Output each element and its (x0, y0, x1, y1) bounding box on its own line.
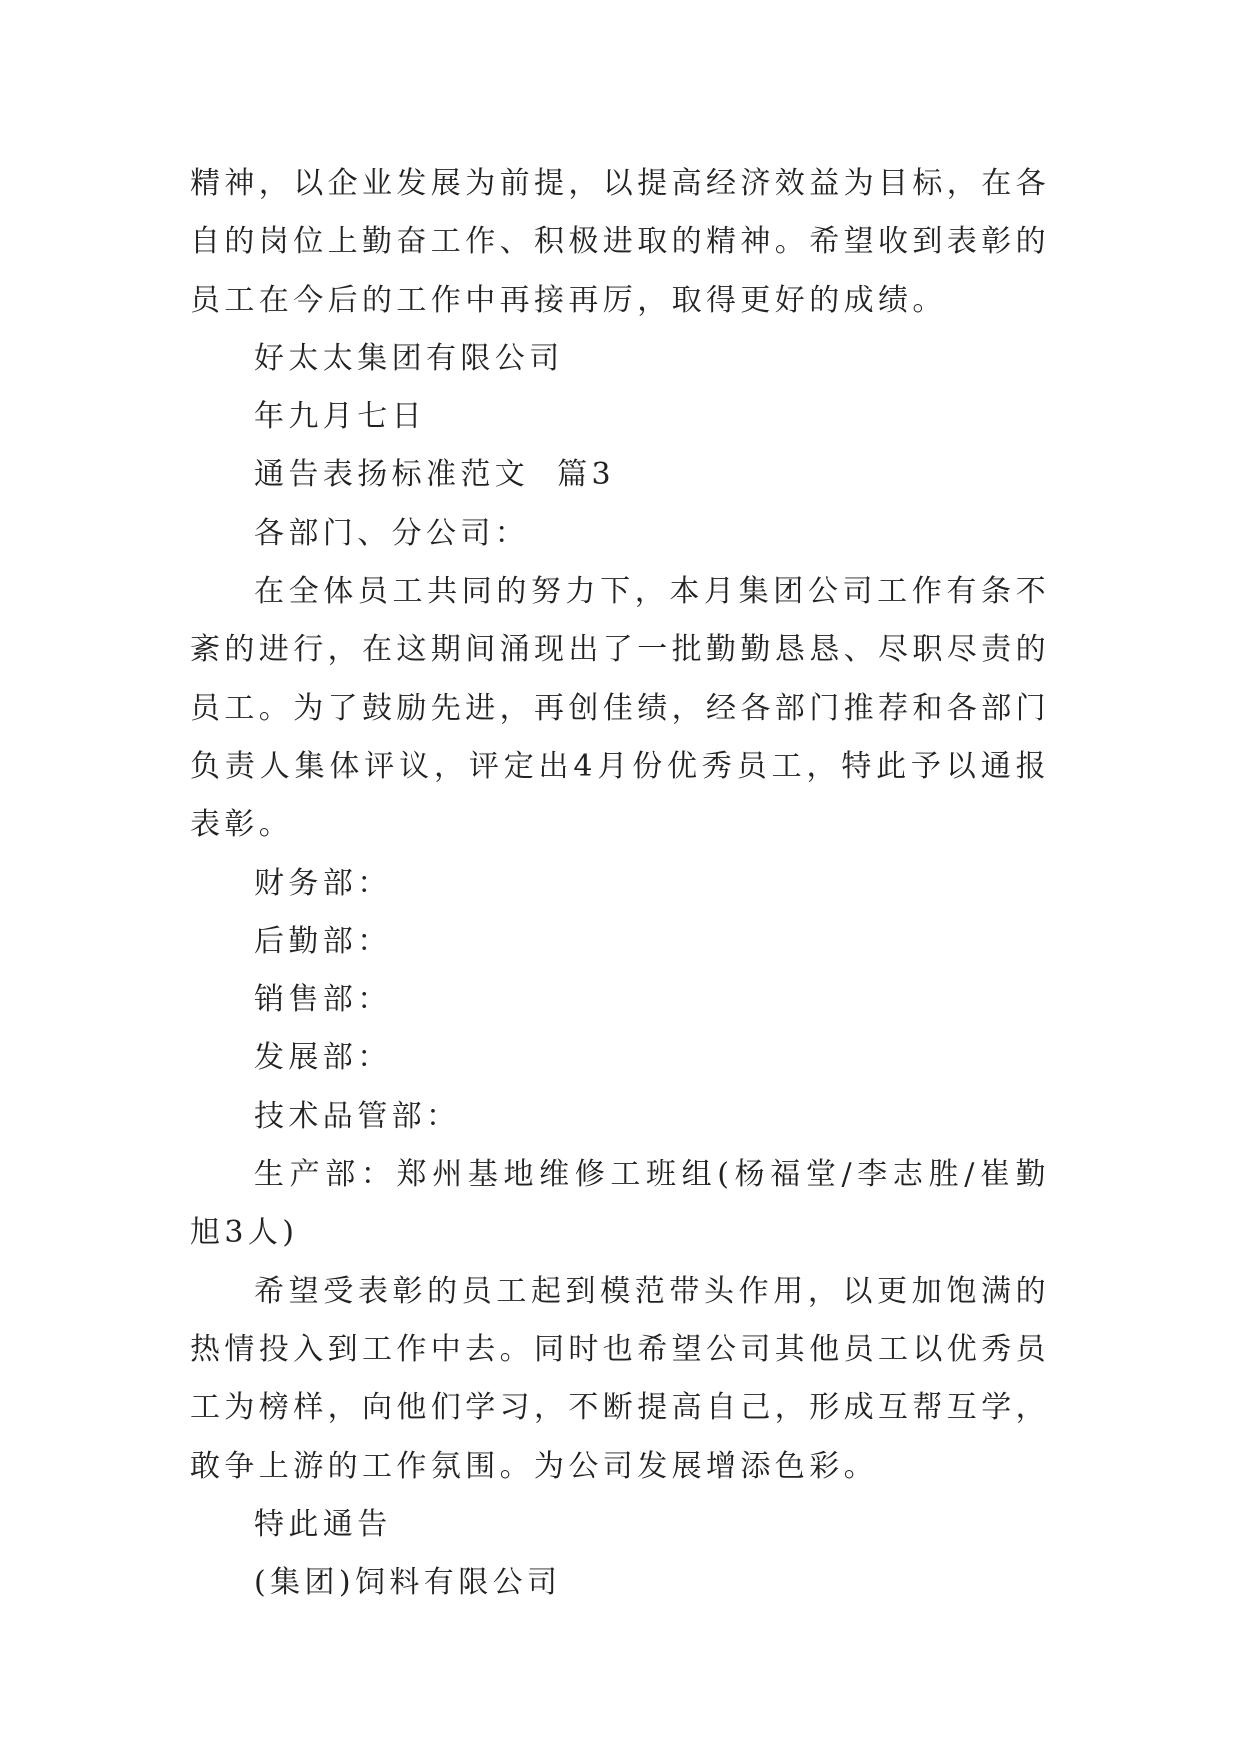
dept-production: 生产部：郑州基地维修工班组(杨福堂/李志胜/崔勤旭3人) (190, 1157, 1050, 1251)
closing-text: 特此通告 (254, 1506, 392, 1542)
paragraph-intro: 在全体员工共同的努力下，本月集团公司工作有条不紊的进行，在这期间涌现出了一批勤勤恳恳、尽职尽责的员工。为了鼓励先进，再创佳绩，经各部门推荐和各部门负责人集体评议，评定出4月份优秀员工，特此予以通报表彰。 (190, 574, 1050, 843)
signature-company-1: 好太太集团有限公司 (254, 340, 564, 376)
signature-company-2: (集团)饲料有限公司 (254, 1565, 562, 1601)
signature-date-1: 年九月七日 (254, 399, 426, 435)
section-title: 通告表扬标准范文 篇3 (254, 457, 615, 493)
salutation: 各部门、分公司： (254, 515, 530, 551)
document-body (190, 155, 1050, 1612)
dept-finance: 财务部： (254, 865, 392, 901)
dept-sales: 销售部： (254, 982, 392, 1018)
dept-tech-quality: 技术品管部： (254, 1098, 461, 1134)
dept-development: 发展部： (254, 1040, 392, 1076)
paragraph-continued: 精神，以企业发展为前提，以提高经济效益为目标，在各自的岗位上勤奋工作、积极进取的精神。希望收到表彰的员工在今后的工作中再接再厉，取得更好的成绩。 (190, 166, 1050, 318)
paragraph-hope: 希望受表彰的员工起到模范带头作用，以更加饱满的热情投入到工作中去。同时也希望公司其他员工以优秀员工为榜样，向他们学习，不断提高自己，形成互帮互学，敢争上游的工作氛围。为公司发展增添色彩。 (190, 1273, 1050, 1484)
dept-logistics: 后勤部： (254, 923, 392, 959)
